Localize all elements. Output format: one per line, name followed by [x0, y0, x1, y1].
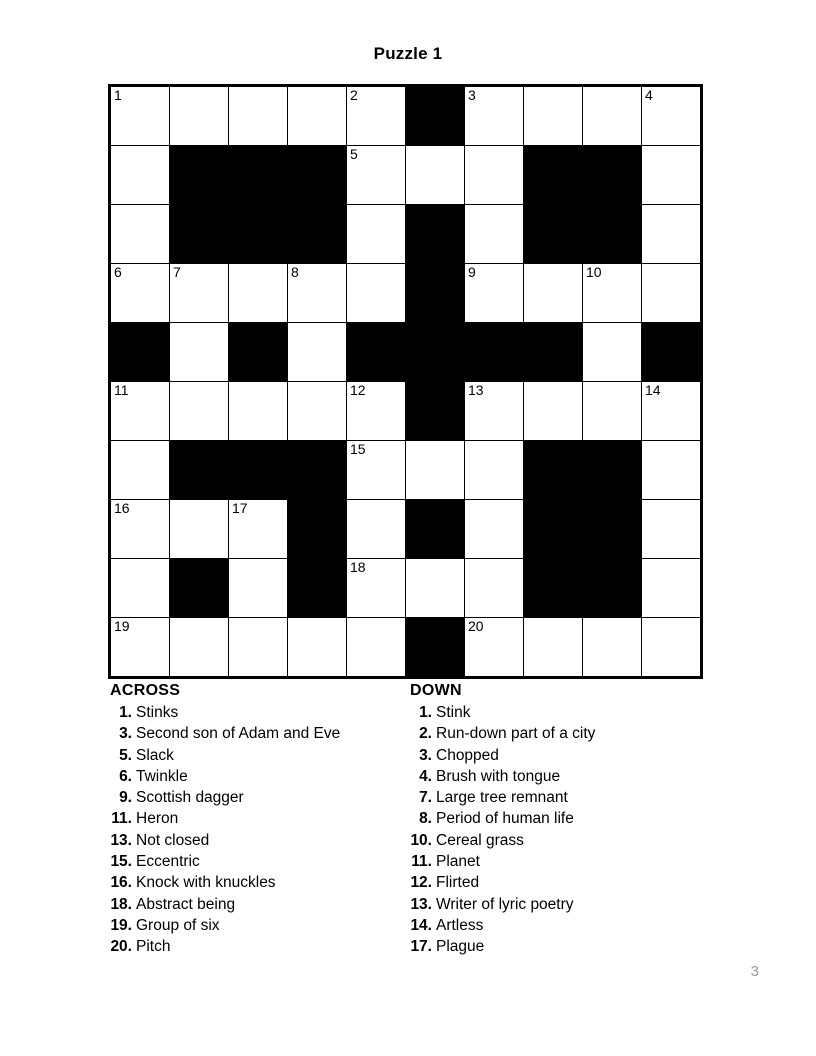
clue-text: Run-down part of a city [436, 725, 596, 743]
clue-text: Heron [136, 810, 179, 828]
grid-cell[interactable] [642, 146, 702, 205]
grid-cell[interactable] [110, 618, 170, 678]
grid-cell[interactable] [229, 382, 288, 441]
clue-number: 6. [119, 767, 132, 785]
grid-cell[interactable] [347, 441, 406, 500]
clue-item[interactable] [410, 936, 730, 957]
grid-cell[interactable] [110, 559, 170, 618]
grid-cell-block [170, 146, 229, 205]
clue-item[interactable] [410, 830, 730, 851]
grid-cell[interactable] [229, 618, 288, 678]
crossword-grid[interactable] [108, 84, 703, 679]
clue-text: Brush with tongue [436, 767, 561, 785]
cell-number: 12 [350, 382, 366, 398]
grid-cell[interactable] [347, 205, 406, 264]
grid-cell[interactable] [642, 500, 702, 559]
clue-text: Large tree remnant [436, 789, 568, 807]
clue-item[interactable] [110, 915, 410, 936]
grid-cell[interactable] [347, 559, 406, 618]
clue-text: Twinkle [136, 767, 188, 785]
grid-cell[interactable] [465, 441, 524, 500]
grid-table[interactable] [108, 84, 703, 679]
clue-number: 20. [110, 938, 132, 956]
cell-number: 14 [645, 382, 661, 398]
page-number: 3 [750, 963, 759, 980]
clue-number: 12. [410, 874, 432, 892]
clue-number: 15. [110, 853, 132, 871]
clue-item[interactable] [110, 936, 410, 957]
grid-cell[interactable] [406, 441, 465, 500]
clue-number: 11. [411, 853, 432, 871]
grid-cell[interactable] [465, 382, 524, 441]
grid-cell[interactable] [229, 264, 288, 323]
grid-cell-block [465, 323, 524, 382]
grid-cell-block [229, 205, 288, 264]
grid-cell[interactable] [642, 205, 702, 264]
grid-cell[interactable] [524, 86, 583, 146]
grid-cell[interactable] [583, 382, 642, 441]
clue-text: Pitch [136, 938, 171, 956]
clue-text: Not closed [136, 831, 210, 849]
grid-cell-block [524, 441, 583, 500]
grid-row [110, 264, 702, 323]
grid-cell-block [406, 382, 465, 441]
grid-cell[interactable] [465, 86, 524, 146]
cell-number: 18 [350, 559, 366, 575]
grid-row [110, 382, 702, 441]
clue-item[interactable] [410, 787, 730, 808]
cell-number: 4 [645, 87, 653, 103]
grid-cell[interactable] [229, 86, 288, 146]
grid-cell[interactable] [288, 264, 347, 323]
clue-text: Slack [136, 746, 174, 764]
grid-cell-block [406, 323, 465, 382]
grid-row [110, 500, 702, 559]
grid-cell[interactable] [347, 264, 406, 323]
grid-cell[interactable] [110, 205, 170, 264]
grid-cell-block [583, 146, 642, 205]
clue-number: 18. [110, 895, 132, 913]
grid-cell-block [288, 146, 347, 205]
grid-row [110, 86, 702, 146]
grid-cell[interactable] [642, 264, 702, 323]
grid-cell-block [170, 559, 229, 618]
cell-number: 5 [350, 146, 358, 162]
clue-item[interactable] [110, 830, 410, 851]
across-heading: ACROSS [110, 682, 181, 699]
clue-number: 3. [419, 746, 432, 764]
grid-cell-block [406, 86, 465, 146]
grid-cell[interactable] [465, 146, 524, 205]
cell-number: 13 [468, 382, 484, 398]
cell-number: 10 [586, 264, 602, 280]
grid-cell-block [524, 146, 583, 205]
clue-number: 16. [110, 874, 132, 892]
grid-cell-block [170, 441, 229, 500]
clue-item[interactable] [410, 723, 730, 744]
grid-cell[interactable] [406, 146, 465, 205]
cell-number: 2 [350, 87, 358, 103]
grid-cell[interactable] [170, 500, 229, 559]
grid-cell[interactable] [583, 264, 642, 323]
cell-number: 9 [468, 264, 476, 280]
grid-cell[interactable] [347, 618, 406, 678]
clue-item[interactable] [410, 872, 730, 893]
grid-cell[interactable] [583, 618, 642, 678]
down-heading: DOWN [410, 682, 462, 699]
grid-cell[interactable] [642, 382, 702, 441]
grid-cell-block [524, 559, 583, 618]
grid-cell[interactable] [170, 86, 229, 146]
clue-number: 19. [110, 916, 132, 934]
grid-cell[interactable] [170, 382, 229, 441]
down-clue-list [410, 702, 730, 958]
clue-item[interactable] [410, 745, 730, 766]
clue-text: Stink [436, 704, 471, 721]
grid-cell-block [406, 264, 465, 323]
clue-text: Stinks [136, 704, 179, 721]
grid-cell[interactable] [229, 500, 288, 559]
grid-cell-block [288, 559, 347, 618]
grid-cell-block [110, 323, 170, 382]
clue-item[interactable] [110, 851, 410, 872]
grid-cell[interactable] [110, 441, 170, 500]
clue-number: 5. [119, 746, 132, 764]
grid-row [110, 205, 702, 264]
clues-section [110, 682, 730, 958]
grid-row [110, 618, 702, 678]
grid-cell[interactable] [583, 86, 642, 146]
grid-row [110, 323, 702, 382]
cell-number: 1 [114, 87, 122, 103]
clue-item[interactable] [110, 808, 410, 829]
cell-number: 17 [232, 500, 248, 516]
clue-text: Flirted [436, 874, 480, 892]
grid-cell-block [288, 500, 347, 559]
clue-text: Knock with knuckles [136, 874, 276, 892]
clue-item[interactable] [410, 851, 730, 872]
clue-number: 4. [419, 767, 432, 785]
grid-cell[interactable] [465, 264, 524, 323]
grid-cell[interactable] [110, 264, 170, 323]
grid-cell[interactable] [110, 500, 170, 559]
clue-item[interactable] [410, 915, 730, 936]
grid-cell[interactable] [406, 559, 465, 618]
page-title: Puzzle 1 [373, 44, 443, 63]
grid-cell-block [229, 323, 288, 382]
grid-cell[interactable] [642, 559, 702, 618]
grid-cell-block [406, 205, 465, 264]
grid-cell[interactable] [288, 323, 347, 382]
clue-item[interactable] [410, 766, 730, 787]
clue-number: 9. [119, 789, 132, 807]
clue-text: Writer of lyric poetry [436, 895, 574, 913]
grid-cell-block [406, 618, 465, 678]
grid-cell[interactable] [347, 146, 406, 205]
grid-cell[interactable] [642, 618, 702, 678]
clue-number: 3. [119, 725, 132, 743]
clue-text: Group of six [136, 916, 220, 934]
grid-cell[interactable] [465, 618, 524, 678]
clue-text: Planet [436, 853, 480, 871]
grid-cell[interactable] [170, 618, 229, 678]
grid-cell-block [642, 323, 702, 382]
clue-text: Period of human life [436, 810, 574, 828]
grid-cell[interactable] [465, 559, 524, 618]
grid-cell[interactable] [642, 441, 702, 500]
grid-cell[interactable] [524, 264, 583, 323]
grid-row [110, 146, 702, 205]
grid-cell[interactable] [347, 382, 406, 441]
clue-number: 13. [410, 895, 432, 913]
clue-item[interactable] [110, 702, 410, 723]
clue-number: 2. [419, 725, 432, 743]
grid-cell[interactable] [642, 86, 702, 146]
clue-text: Plague [436, 938, 485, 956]
clue-item[interactable] [110, 787, 410, 808]
grid-cell[interactable] [288, 382, 347, 441]
grid-body [110, 86, 702, 678]
grid-cell[interactable] [347, 86, 406, 146]
clue-text: Second son of Adam and Eve [136, 725, 341, 743]
clue-number: 11. [111, 810, 132, 828]
clue-item[interactable] [410, 808, 730, 829]
grid-cell[interactable] [465, 205, 524, 264]
grid-cell[interactable] [347, 500, 406, 559]
grid-cell[interactable] [110, 86, 170, 146]
grid-row [110, 441, 702, 500]
clue-text: Abstract being [136, 895, 236, 913]
clue-number: 7. [419, 789, 432, 807]
clue-item[interactable] [110, 872, 410, 893]
clue-text: Artless [436, 916, 484, 934]
clue-number: 14. [410, 916, 432, 934]
grid-cell[interactable] [170, 323, 229, 382]
grid-cell[interactable] [524, 382, 583, 441]
clue-number: 17. [410, 938, 432, 956]
clue-text: Cereal grass [436, 831, 524, 849]
grid-cell-block [347, 323, 406, 382]
across-column [110, 682, 410, 958]
cell-number: 11 [114, 382, 129, 398]
grid-cell-block [406, 500, 465, 559]
grid-cell[interactable] [288, 86, 347, 146]
clue-number: 13. [110, 831, 132, 849]
grid-cell-block [524, 323, 583, 382]
grid-cell-block [583, 559, 642, 618]
grid-cell-block [524, 500, 583, 559]
clue-text: Chopped [436, 746, 499, 764]
down-column [410, 682, 730, 958]
cell-number: 15 [350, 441, 366, 457]
grid-cell-block [229, 441, 288, 500]
cell-number: 7 [173, 264, 181, 280]
grid-cell[interactable] [465, 500, 524, 559]
across-clue-list [110, 702, 410, 958]
grid-cell-block [583, 441, 642, 500]
cell-number: 8 [291, 264, 299, 280]
grid-cell[interactable] [170, 264, 229, 323]
grid-cell[interactable] [524, 618, 583, 678]
cell-number: 6 [114, 264, 122, 280]
grid-cell[interactable] [229, 559, 288, 618]
clue-number: 10. [410, 831, 432, 849]
cell-number: 16 [114, 500, 130, 516]
clue-number: 8. [419, 810, 432, 828]
grid-cell-block [288, 441, 347, 500]
grid-cell-block [524, 205, 583, 264]
clue-item[interactable] [110, 745, 410, 766]
cell-number: 19 [114, 618, 130, 634]
clue-number: 1. [119, 704, 132, 721]
grid-cell-block [229, 146, 288, 205]
grid-cell[interactable] [110, 146, 170, 205]
clue-item[interactable] [110, 766, 410, 787]
cell-number: 20 [468, 618, 484, 634]
clue-item[interactable] [410, 894, 730, 915]
clue-number: 1. [419, 704, 432, 721]
cell-number: 3 [468, 87, 476, 103]
clue-item[interactable] [410, 702, 730, 723]
grid-cell[interactable] [583, 323, 642, 382]
grid-cell-block [583, 205, 642, 264]
clue-item[interactable] [110, 723, 410, 744]
grid-cell[interactable] [288, 618, 347, 678]
grid-cell-block [288, 205, 347, 264]
clue-text: Scottish dagger [136, 789, 244, 807]
clue-text: Eccentric [136, 853, 200, 871]
grid-row [110, 559, 702, 618]
grid-cell-block [583, 500, 642, 559]
grid-cell-block [170, 205, 229, 264]
clue-item[interactable] [110, 894, 410, 915]
grid-cell[interactable] [110, 382, 170, 441]
